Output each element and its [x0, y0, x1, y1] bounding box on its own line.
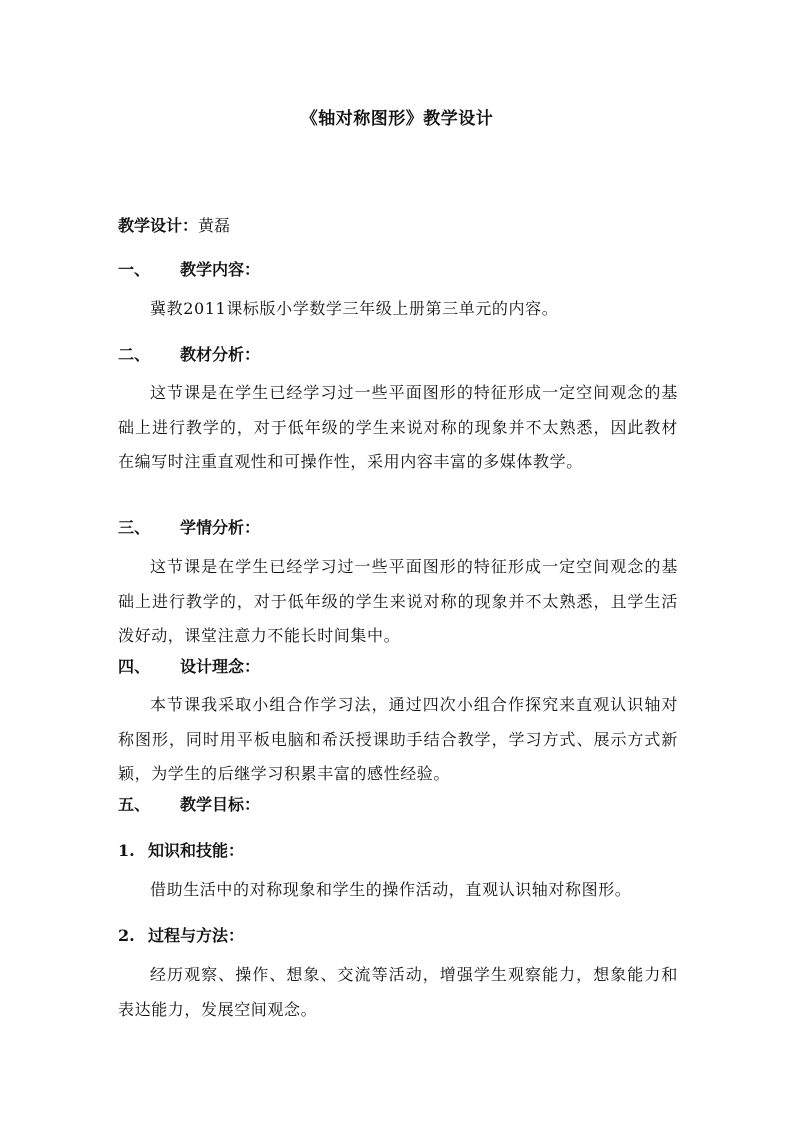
objective-body-process: 经历观察、操作、想象、交流等活动，增强学生观察能力，想象能力和表达能力，发展空间观念。 — [118, 965, 678, 1019]
section-title: 学情分析： — [180, 518, 261, 537]
objective-body-knowledge: 借助生活中的对称现象和学生的操作活动，直观认识轴对称图形。 — [150, 880, 632, 899]
objective-heading-process — [118, 923, 244, 946]
section-heading-students — [118, 515, 260, 538]
objective-title: 知识和技能： — [148, 841, 245, 860]
section-title: 教学目标： — [180, 795, 261, 814]
objective-number: 1. — [118, 841, 135, 860]
section-number: 五、 — [118, 795, 151, 814]
section-heading-content — [118, 257, 260, 280]
section-heading-objectives — [118, 792, 260, 815]
section-number: 三、 — [118, 518, 151, 537]
section-body-content: 冀教2011课标版小学数学三年级上册第三单元的内容。 — [150, 299, 559, 318]
section-body-philosophy: 本节课我采取小组合作学习法，通过四次小组合作探究来直观认识轴对称图形，同时用平板电脑和希沃授课助手结合教学，学习方式、展示方式新颖，为学生的后继学习积累丰富的感性经验。 — [118, 695, 678, 783]
author-label: 教学设计： — [118, 216, 199, 235]
section-body-students: 这节课是在学生已经学习过一些平面图形的特征形成一定空间观念的基础上进行教学的，对于低年级的学生来说对称的现象并不太熟悉，且学生活泼好动，课堂注意力不能长时间集中。 — [118, 557, 678, 645]
objective-heading-knowledge — [118, 838, 244, 861]
section-heading-material — [118, 342, 260, 365]
page-title: 《轴对称图形》教学设计 — [300, 109, 494, 129]
objective-title: 过程与方法： — [148, 926, 245, 945]
section-title: 设计理念： — [180, 657, 261, 676]
section-number: 一、 — [118, 260, 151, 279]
section-title: 教学内容： — [180, 260, 261, 279]
section-heading-philosophy — [118, 654, 260, 677]
section-title: 教材分析： — [180, 345, 261, 364]
section-number: 二、 — [118, 345, 151, 364]
section-body-material: 这节课是在学生已经学习过一些平面图形的特征形成一定空间观念的基础上进行教学的，对于低年级的学生来说对称的现象并不太熟悉，因此教材在编写时注重直观性和可操作性，采用内容丰富的多媒体教学。 — [118, 383, 678, 471]
section-number: 四、 — [118, 657, 151, 676]
author-name: 黄磊 — [198, 216, 231, 235]
author-line — [118, 213, 230, 236]
objective-number: 2. — [118, 926, 135, 945]
